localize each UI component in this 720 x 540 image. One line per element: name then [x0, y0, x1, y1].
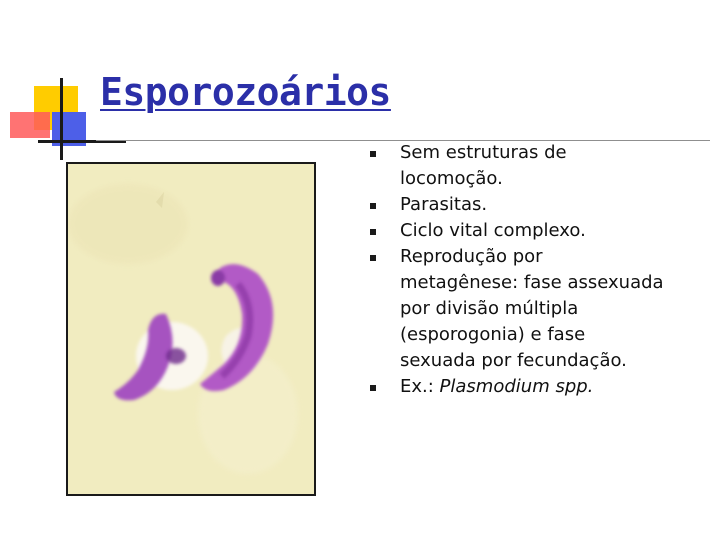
bullet-item	[366, 244, 666, 374]
slide-title: Esporozoários	[100, 70, 391, 114]
bullet-text: Sem estruturas de locomoção.	[400, 142, 567, 189]
decor-vertical-line	[60, 78, 63, 160]
decor-red-square	[10, 112, 50, 138]
bullet-item	[366, 218, 666, 244]
bullet-list	[366, 140, 666, 400]
bullet-item-example	[366, 374, 666, 400]
example-species: Plasmodium spp.	[439, 376, 594, 397]
example-label: Ex.:	[400, 376, 440, 397]
bullet-text: Reprodução por metagênese: fase assexuada por divisão múltipla (esporogonia) e fase sexuada por fecundação.	[400, 246, 664, 371]
bullet-text: Ciclo vital complexo.	[400, 220, 586, 241]
bullet-item	[366, 140, 666, 192]
plasmodium-cell-image	[68, 164, 314, 494]
bullet-item	[366, 192, 666, 218]
microscopy-photo	[66, 162, 316, 496]
bullet-text: Parasitas.	[400, 194, 488, 215]
